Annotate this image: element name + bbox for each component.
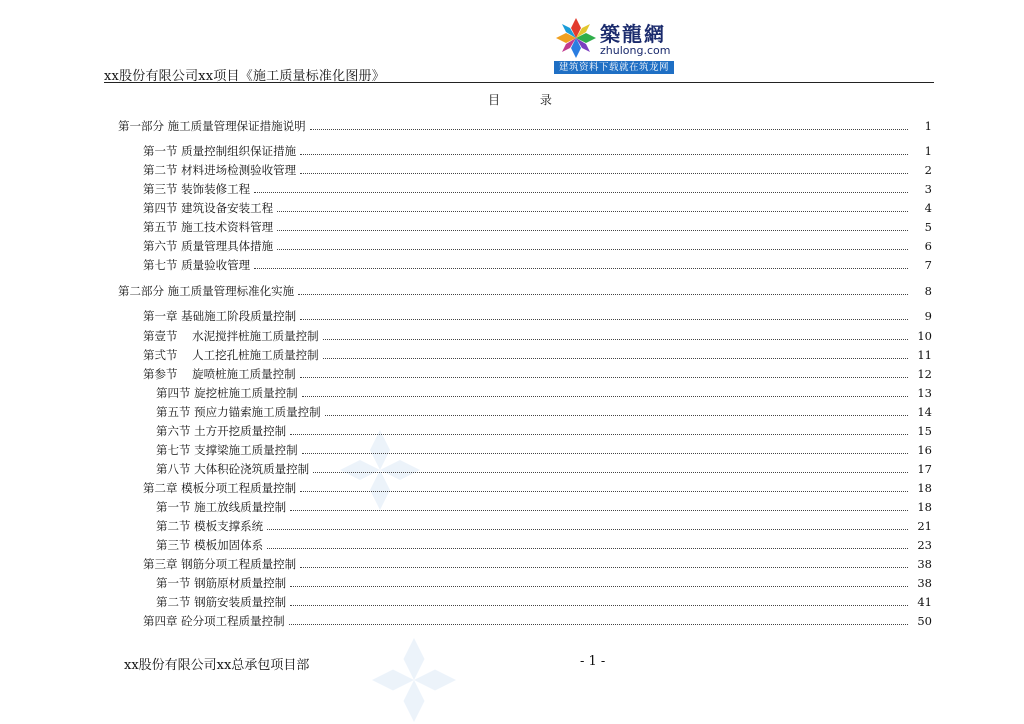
toc-entry[interactable] [156,385,932,401]
toc-entry[interactable] [156,404,932,420]
toc-entry-label: 第二节 材料进场检测验收管理 [143,163,297,177]
toc-leader [300,491,908,492]
toc-leader [290,510,908,511]
toc-entry[interactable] [118,118,932,134]
toc-entry[interactable] [143,181,932,197]
toc-entry[interactable] [143,308,932,324]
toc-entry[interactable] [143,613,932,629]
zhulong-snowflake-icon [556,18,596,58]
toc-entry-page: 23 [917,538,932,552]
toc-leader [323,339,908,340]
toc-leader [323,358,908,359]
toc-leader [277,211,908,212]
toc-leader [300,567,908,568]
toc-entry-label: 第二部分 施工质量管理标准化实施 [118,284,295,298]
toc-entry[interactable] [156,423,932,439]
toc-entry[interactable] [156,537,932,553]
toc-entry[interactable] [143,238,932,254]
toc-entry-page: 9 [924,309,932,323]
toc-entry-page: 14 [917,405,932,419]
toc-leader [313,472,908,473]
document-header-title: xx股份有限公司xx项目《施工质量标准化图册》 [104,69,385,84]
toc-leader [302,453,908,454]
toc-leader [290,586,908,587]
toc-entry-page: 10 [917,329,932,343]
toc-entry-page: 4 [924,201,932,215]
toc-entry-page: 7 [924,258,932,272]
toc-entry-label: 第四节 建筑设备安装工程 [143,201,274,215]
toc-leader [300,154,908,155]
toc-leader [289,624,908,625]
footer-organization: xx股份有限公司xx总承包项目部 [124,658,310,673]
toc-entry-page: 3 [924,182,932,196]
toc-entry-page: 6 [924,239,932,253]
logo-domain: zhulong.com [600,44,671,57]
toc-entry-label: 第八节 大体积砼浇筑质量控制 [156,462,310,476]
toc-leader [277,230,908,231]
toc-entry[interactable] [143,143,932,159]
toc-leader [300,319,908,320]
logo-banner: 建筑资料下载就在筑龙网 [554,61,674,74]
toc-entry-label: 第三节 模板加固体系 [156,538,264,552]
toc-leader [298,294,908,295]
toc-leader [300,377,908,378]
toc-leader [254,268,908,269]
toc-entry-page: 16 [917,443,932,457]
toc-entry[interactable] [156,461,932,477]
toc-entry-label: 第二节 钢筋安装质量控制 [156,595,287,609]
toc-entry-page: 12 [917,367,932,381]
toc-entry-label: 第五节 施工技术资料管理 [143,220,274,234]
toc-entry-page: 2 [924,163,932,177]
toc-entry[interactable] [143,219,932,235]
toc-entry-page: 38 [917,576,932,590]
toc-entry-label: 第四节 旋挖桩施工质量控制 [156,386,298,400]
toc-entry[interactable] [143,480,932,496]
toc-entry-label: 第壹节 水泥搅拌桩施工质量控制 [143,329,319,343]
toc-entry[interactable] [143,257,932,273]
toc-leader [300,173,908,174]
toc-entry-label: 第七节 支撑梁施工质量控制 [156,443,298,457]
toc-entry-page: 1 [924,144,932,158]
toc-entry-label: 第二节 模板支撑系统 [156,519,264,533]
toc-entry[interactable] [143,366,932,382]
toc-leader [302,396,908,397]
toc-entry-label: 第弍节 人工挖孔桩施工质量控制 [143,348,319,362]
toc-entry[interactable] [143,200,932,216]
toc-leader [277,249,908,250]
toc-entry-page: 1 [924,119,932,133]
toc-leader [254,192,908,193]
toc-entry[interactable] [156,575,932,591]
toc-entry[interactable] [143,347,932,363]
toc-entry-label: 第四章 砼分项工程质量控制 [143,614,285,628]
toc-leader [310,129,908,130]
toc-entry-label: 第参节 旋喷桩施工质量控制 [143,367,296,381]
toc-entry-label: 第六节 质量管理具体措施 [143,239,274,253]
header-divider [104,82,934,83]
footer-page-number: - 1 - [580,654,606,669]
toc-leader [290,605,908,606]
toc-entry-label: 第五节 预应力锚索施工质量控制 [156,405,321,419]
toc-entry-label: 第一节 施工放线质量控制 [156,500,287,514]
toc-entry-page: 50 [917,614,932,628]
toc-entry[interactable] [143,328,932,344]
toc-entry-page: 11 [917,348,932,362]
toc-entry-label: 第七节 质量验收管理 [143,258,251,272]
toc-entry-page: 18 [917,500,932,514]
toc-entry[interactable] [143,162,932,178]
toc-entry-page: 38 [917,557,932,571]
toc-entry[interactable] [156,442,932,458]
toc-entry-label: 第二章 模板分项工程质量控制 [143,481,297,495]
toc-entry-page: 8 [924,284,932,298]
watermark-logo-icon [372,638,456,722]
toc-entry-page: 5 [924,220,932,234]
toc-leader [325,415,908,416]
toc-entry-page: 18 [917,481,932,495]
toc-leader [267,548,908,549]
toc-entry[interactable] [118,283,932,299]
toc-entry[interactable] [156,594,932,610]
toc-entry-page: 15 [917,424,932,438]
toc-entry-label: 第一部分 施工质量管理保证措施说明 [118,119,306,133]
toc-entry-page: 17 [917,462,932,476]
toc-entry-page: 13 [917,386,932,400]
toc-entry-page: 41 [917,595,932,609]
toc-entry[interactable] [156,499,932,515]
zhulong-logo [554,14,676,76]
logo-chinese-name: 築龍網 [600,22,666,46]
toc-leader [290,434,908,435]
toc-entry-label: 第三章 钢筋分项工程质量控制 [143,557,297,571]
toc-entry-label: 第一节 钢筋原材质量控制 [156,576,287,590]
toc-entry-label: 第六节 土方开挖质量控制 [156,424,287,438]
toc-entry-label: 第一节 质量控制组织保证措施 [143,144,297,158]
toc-entry[interactable] [143,556,932,572]
toc-leader [267,529,908,530]
toc-entry-page: 21 [917,519,932,533]
toc-entry-label: 第一章 基础施工阶段质量控制 [143,309,297,323]
toc-heading: 目 录 [488,93,552,107]
toc-entry[interactable] [156,518,932,534]
toc-entry-label: 第三节 装饰装修工程 [143,182,251,196]
